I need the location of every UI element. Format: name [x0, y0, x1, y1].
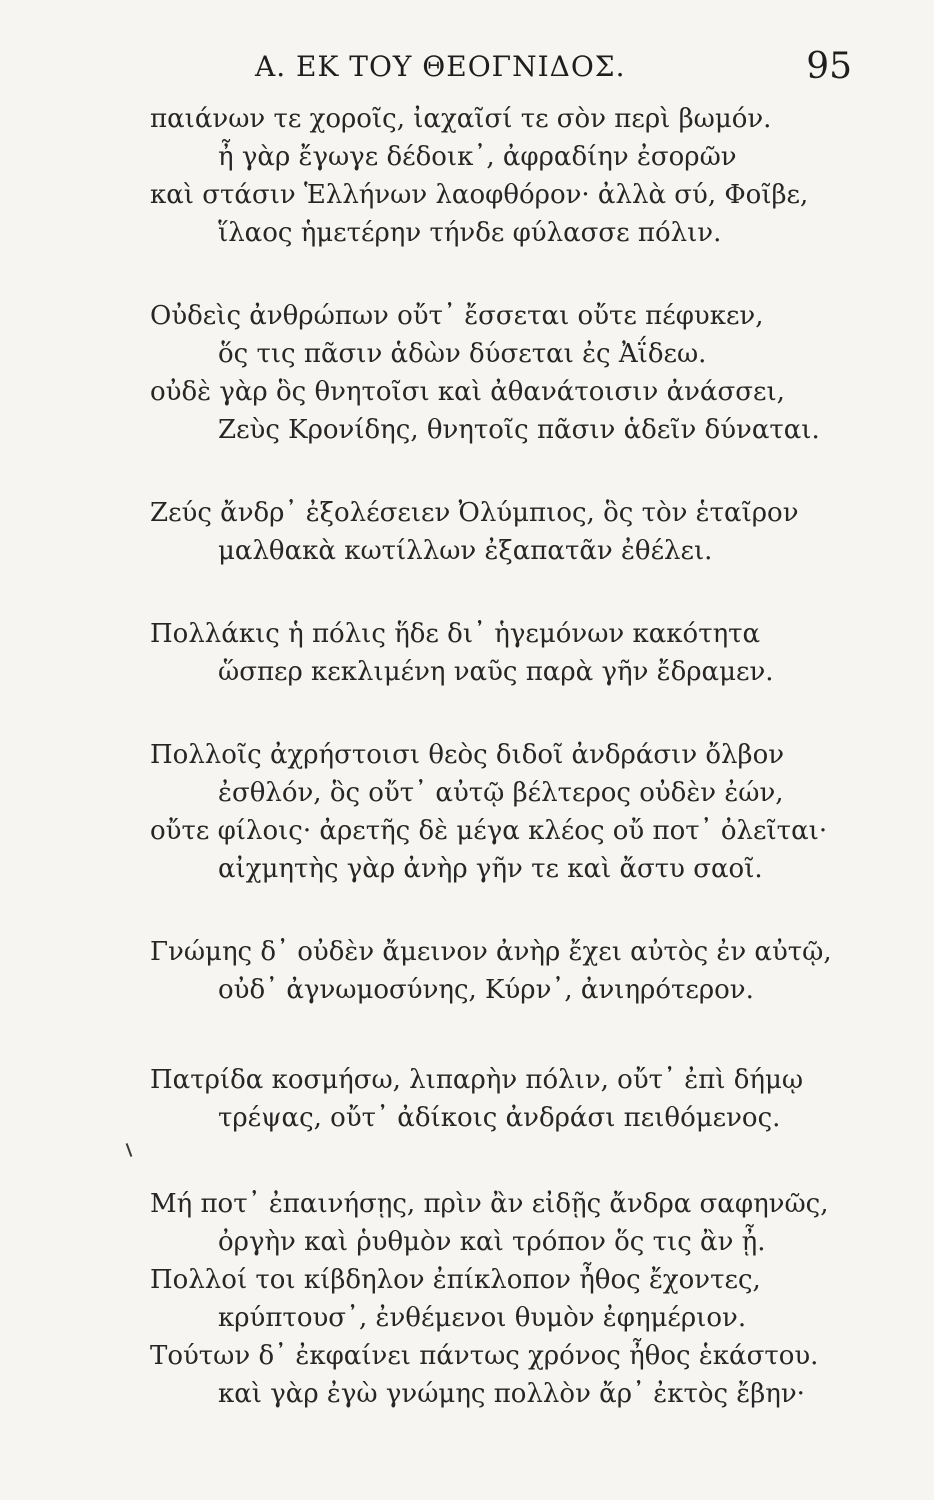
verse-line: Πολλάκις ἡ πόλις ἥδε δι᾽ ἡγεμόνων κακότητα [150, 619, 761, 649]
verse-line: Πατρίδα κοσμήσω, λιπαρὴν πόλιν, οὔτ᾽ ἐπὶ δήμῳ [150, 1065, 804, 1095]
poem-text [0, 100, 934, 1413]
stanza-gap [0, 570, 934, 615]
stanza [0, 100, 934, 252]
verse-line: οὐδ᾽ ἀγνωμοσύνης, Κύρν᾽, ἀνιηρότερον. [218, 975, 754, 1005]
stanza-gap [0, 691, 934, 736]
stanza-gap [0, 1009, 934, 1061]
verse-line: Πολλοῖς ἀχρήστοισι θεὸς διδοῖ ἀνδράσιν ὄλβον [150, 740, 785, 770]
verse-line: Οὐδεὶς ἀνθρώπων οὔτ᾽ ἔσσεται οὔτε πέφυκεν, [150, 301, 764, 331]
verse-line: οὐδὲ γὰρ ὃς θνητοῖσι καὶ ἀθανάτοισιν ἀνάσσει, [150, 377, 785, 407]
verse-line: παιάνων τε χοροῖς, ἰαχαῖσί τε σὸν περὶ βωμόν. [150, 104, 772, 134]
stanza [0, 736, 934, 888]
stanza-gap [0, 449, 934, 494]
verse-line: Τούτων δ᾽ ἐκφαίνει πάντως χρόνος ἦθος ἑκάστου. [150, 1341, 819, 1371]
verse-line: οὔτε φίλοις· ἀρετῆς δὲ μέγα κλέος οὔ ποτ᾽ ὀλεῖται· [150, 816, 828, 846]
verse-line: Γνώμης δ᾽ οὐδὲν ἄμεινον ἀνὴρ ἔχει αὐτὸς ἐν αὐτῷ, [150, 937, 832, 967]
verse-line: Ζεὺς Κρονίδης, θνητοῖς πᾶσιν ἁδεῖν δύναται. [218, 415, 820, 445]
running-title: Α. ΕΚ ΤΟΥ ΘΕΟΓΝΙΔΟΣ. [255, 50, 626, 83]
verse-line: ἐσθλόν, ὃς οὔτ᾽ αὐτῷ βέλτερος οὐδὲν ἐών, [218, 778, 784, 808]
verse-line: Πολλοί τοι κίβδηλον ἐπίκλοπον ἦθος ἔχοντες, [150, 1265, 761, 1295]
stanza [0, 615, 934, 691]
verse-line: Μή ποτ᾽ ἐπαινήσῃς, πρὶν ἂν εἰδῇς ἄνδρα σαφηνῶς, [150, 1189, 829, 1219]
verse-line: ἦ γὰρ ἔγωγε δέδοικ᾽, ἀφραδίην ἐσορῶν [218, 142, 737, 172]
stanza [0, 933, 934, 1009]
page-number: 95 [806, 46, 852, 87]
verse-line: καὶ στάσιν Ἑλλήνων λαοφθόρον· ἀλλὰ σύ, Φοῖβε, [150, 180, 809, 210]
verse-line: καὶ γὰρ ἐγὼ γνώμης πολλὸν ἄρ᾽ ἐκτὸς ἔβην· [218, 1379, 805, 1409]
verse-line: ὀργὴν καὶ ῥυθμὸν καὶ τρόπον ὅς τις ἂν ᾖ. [218, 1227, 766, 1257]
verse-line: ἵλαος ἡμετέρην τήνδε φύλασσε πόλιν. [218, 218, 722, 248]
stanza [0, 1185, 934, 1413]
stanza [0, 297, 934, 449]
stanza-gap [0, 252, 934, 297]
verse-line: Ζεύς ἄνδρ᾽ ἐξολέσειεν Ὀλύμπιος, ὃς τὸν ἑταῖρον [150, 498, 799, 528]
verse-line: ὅς τις πᾶσιν ἁδὼν δύσεται ἐς Ἀΐδεω. [218, 339, 707, 369]
stanza-gap [0, 1137, 934, 1185]
stanza [0, 1061, 934, 1137]
page-header [0, 46, 934, 96]
verse-line: ὥσπερ κεκλιμένη ναῦς παρὰ γῆν ἔδραμεν. [218, 657, 774, 687]
verse-line: τρέψας, οὔτ᾽ ἀδίκοις ἀνδράσι πειθόμενος. [218, 1103, 781, 1133]
stanza [0, 494, 934, 570]
verse-line: μαλθακὰ κωτίλλων ἐξαπατᾶν ἐθέλει. [218, 536, 713, 566]
verse-line: κρύπτουσ᾽, ἐνθέμενοι θυμὸν ἐφημέριον. [218, 1303, 747, 1333]
stanza-gap [0, 888, 934, 933]
verse-line: αἰχμητὴς γὰρ ἀνὴρ γῆν τε καὶ ἄστυ σαοῖ. [218, 854, 763, 884]
